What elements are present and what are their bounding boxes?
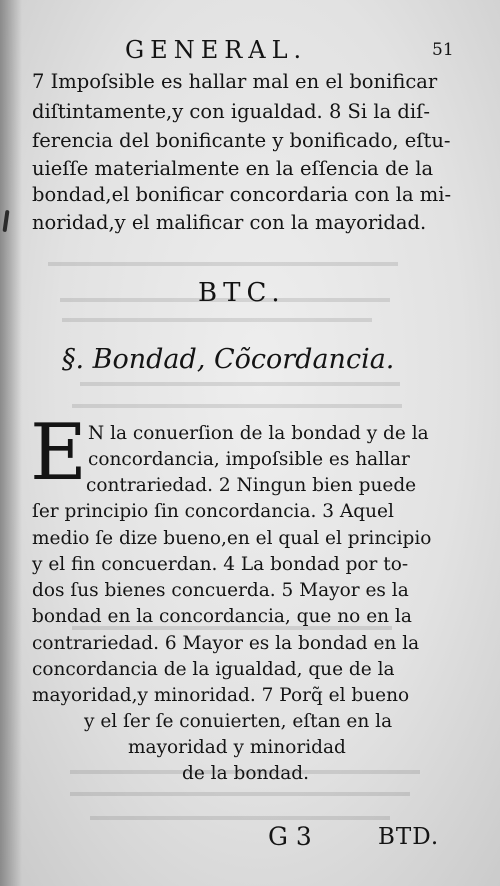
paragraph-line: bondad,el bonificar concordaria con la mi- <box>32 183 452 206</box>
body-line: de la bondad. <box>182 763 309 784</box>
body-line: contrariedad. 2 Ningun bien puede <box>86 475 417 496</box>
body-line: concordancia de la igualdad, que de la <box>32 659 395 680</box>
body-line: ſer principio ſin concordancia. 3 Aquel <box>32 501 394 522</box>
body-line: bondad en la concordancia, que no en la <box>32 606 412 627</box>
body-line: medio ſe dize bueno,en el qual el principio <box>32 528 432 549</box>
body-line: y el fin concuerdan. 4 La bondad por to- <box>32 554 409 575</box>
paragraph-line: 7 Impoſsible es hallar mal en el bonificar <box>32 70 438 93</box>
drop-cap: E <box>30 408 87 498</box>
body-line: contrariedad. 6 Mayor es la bondad en la <box>32 633 420 654</box>
paragraph-line: ferencia del bonificante y bonificado, eſtu- <box>32 129 451 152</box>
page-number: 51 <box>432 40 454 60</box>
body-line: mayoridad,y minoridad. 7 Porq̃ el bueno <box>32 685 410 706</box>
section-title: §. Bondad, Cõcordancia. <box>62 344 395 375</box>
page-gutter-shadow <box>0 0 22 886</box>
section-heading: BTC. <box>198 278 286 308</box>
body-line: dos ſus bienes concuerda. 5 Mayor es la <box>32 580 409 601</box>
paragraph-line: uieſſe materialmente en la eſſencia de la <box>32 157 434 180</box>
running-head: GENERAL. <box>125 36 308 64</box>
body-line: y el ſer ſe conuierten, eſtan en la <box>84 711 393 732</box>
paragraph-line: noridad,y el malificar con la mayoridad. <box>32 211 427 234</box>
catchword: BTD. <box>378 824 440 850</box>
signature-mark: G 3 <box>268 822 312 851</box>
paragraph-line: diſtintamente,y con igualdad. 8 Si la diſ- <box>32 100 430 123</box>
body-line: concordancia, impoſsible es hallar <box>88 449 410 470</box>
body-line: mayoridad y minoridad <box>128 737 346 758</box>
body-line: N la conuerſion de la bondad y de la <box>88 423 429 444</box>
